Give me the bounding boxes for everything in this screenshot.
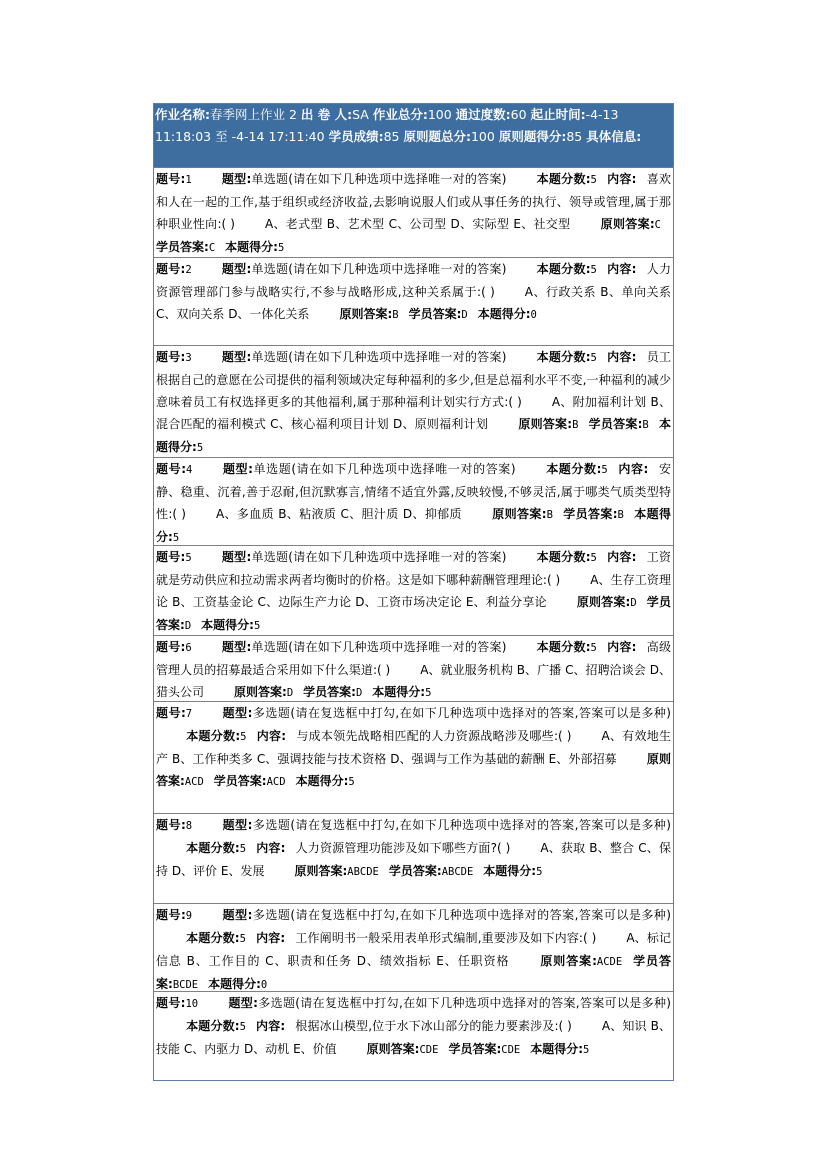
question-score-label: 本题分数: xyxy=(536,262,591,276)
question-row xyxy=(154,458,673,546)
standard-answer-label: 原则答案: xyxy=(294,864,348,878)
question-options: A、行政关系 B、单向关系 C、双向关系 D、一体化关系 xyxy=(156,285,671,321)
question-content-label: 内容: xyxy=(617,462,649,476)
question-row xyxy=(154,814,673,904)
question-got: 5 xyxy=(196,442,204,454)
standard-answer-label: 原则答案: xyxy=(339,307,393,321)
pass-label: 通过度数: xyxy=(455,107,511,122)
question-options: A、标记信息 B、工作目的 C、职责和任务 D、绩效指标 E、任职资格 xyxy=(156,931,671,968)
student-answer-label: 学员答案: xyxy=(588,417,643,431)
question-content: 喜欢和人在一起的工作,基于组织或经济收益,去影响说服人们或从事任务的执行、领导或管理,属于那种职业性向:( ) xyxy=(156,172,671,231)
student-answer: BCDE xyxy=(172,979,199,991)
question-type: 多选题(请在复选框中打勾,在如下几种选项中选择对的答案,答案可以是多种) xyxy=(252,908,671,922)
question-content-label: 内容: xyxy=(606,640,637,654)
standard-answer-label: 原则答案: xyxy=(576,595,631,609)
question-type-label: 题型: xyxy=(222,462,253,476)
assignment-name: 春季网上作业 2 xyxy=(210,107,297,122)
question-options: A、有效地生产 B、工作种类多 C、强调技能与技术资格 D、强调与工作为基础的薪酬 E、外部招募 xyxy=(156,729,671,766)
question-num-label: 题号: xyxy=(156,908,186,922)
question-got-label: 本题得分: xyxy=(208,977,261,991)
question-score: 5 xyxy=(590,264,597,276)
question-score: 5 xyxy=(239,843,247,855)
student-answer-label: 学员答案: xyxy=(303,685,356,699)
question-type: 多选题(请在复选框中打勾,在如下几种选项中选择对的答案,答案可以是多种) xyxy=(257,996,671,1010)
question-got-label: 本题得分: xyxy=(483,864,537,878)
question-type: 单选题(请在如下几种选项中选择唯一对的答案) xyxy=(251,550,507,564)
question-content: 安静、稳重、沉着,善于忍耐,但沉默寡言,情绪不适宜外露,反映较慢,不够灵活,属于哪类气质类型特性:( ) xyxy=(156,462,671,521)
question-row xyxy=(154,546,673,636)
question-score-label: 本题分数: xyxy=(536,172,591,186)
standard-answer: ACD xyxy=(184,776,204,788)
standard-answer: CDE xyxy=(419,1044,439,1056)
question-score: 5 xyxy=(601,464,608,476)
question-options: A、老式型 B、艺术型 C、公司型 D、实际型 E、社交型 xyxy=(264,217,571,231)
question-content-label: 内容: xyxy=(606,350,637,364)
standard-answer-label: 原则答案: xyxy=(518,417,573,431)
question-score: 5 xyxy=(590,642,597,654)
question-content-label: 内容: xyxy=(256,841,286,855)
question-row xyxy=(154,258,673,346)
author-label: 出 卷 人: xyxy=(300,107,353,122)
question-type: 单选题(请在如下几种选项中选择唯一对的答案) xyxy=(251,262,507,276)
question-got: 5 xyxy=(583,1044,590,1056)
student-answer: ABCDE xyxy=(441,866,474,878)
student-answer-label: 学员答案: xyxy=(388,864,442,878)
student-answer-label: 学员答案: xyxy=(562,507,618,521)
question-row xyxy=(154,636,673,702)
student-score-label: 学员成绩: xyxy=(328,128,384,144)
assignment-header xyxy=(154,104,673,168)
question-got: 5 xyxy=(348,776,355,788)
student-answer-label: 学员答案: xyxy=(408,307,462,321)
question-row xyxy=(154,168,673,258)
name-label: 作业名称: xyxy=(155,107,210,122)
question-type-label: 题型: xyxy=(221,640,252,654)
question-got: 5 xyxy=(253,620,261,632)
time-label: 起止时间: xyxy=(530,107,586,122)
question-content: 与成本领先战略相匹配的人力资源战略涉及哪些:( ) xyxy=(296,729,572,743)
question-row xyxy=(154,346,673,458)
question-options: A、获取 B、整合 C、保持 D、评价 E、发展 xyxy=(156,841,671,878)
question-num-label: 题号: xyxy=(156,262,186,276)
standard-got-label: 原则题得分: xyxy=(498,128,567,144)
question-num-label: 题号: xyxy=(156,462,187,476)
question-content: 工作阐明书一般采用表单形式编制,重要涉及如下内容:( ) xyxy=(295,931,597,945)
question-got: 0 xyxy=(530,309,537,321)
question-got-label: 本题得分: xyxy=(372,685,426,699)
question-got: 5 xyxy=(536,866,543,878)
question-got: 5 xyxy=(425,687,432,699)
question-options: A、附加福利计划 B、混合匹配的福利模式 C、核心福利项目计划 D、原则福利计划 xyxy=(156,395,671,431)
time-range: -4-13 11:18:03 至 -4-14 17:11:40 xyxy=(155,107,619,144)
author: SA xyxy=(352,107,369,122)
question-content-label: 内容: xyxy=(255,931,286,945)
total-score: 100 xyxy=(427,107,452,122)
question-type: 单选题(请在如下几种选项中选择唯一对的答案) xyxy=(251,350,507,364)
standard-answer: B xyxy=(546,509,553,521)
student-answer: D xyxy=(461,309,468,321)
question-content-label: 内容: xyxy=(606,262,637,276)
question-content: 高级管理人员的招募最适合采用如下什么渠道:( ) xyxy=(156,640,671,677)
standard-answer-label: 原则答案: xyxy=(366,1042,420,1056)
question-row xyxy=(154,702,673,814)
question-num: 3 xyxy=(185,352,192,364)
question-num-label: 题号: xyxy=(156,172,186,186)
question-num: 6 xyxy=(185,642,192,654)
standard-answer: B xyxy=(572,419,579,431)
question-num: 9 xyxy=(185,910,193,922)
question-num: 5 xyxy=(185,552,192,564)
question-got-label: 本题得分: xyxy=(156,507,671,544)
question-score: 5 xyxy=(240,731,247,743)
question-got-label: 本题得分: xyxy=(156,417,671,454)
question-content: 人力资源管理部门参与战略实行,不参与战略形成,这种关系属于:( ) xyxy=(156,262,671,299)
question-got-label: 本题得分: xyxy=(477,307,531,321)
student-answer-label: 学员答案: xyxy=(156,954,671,991)
question-options: A、知识 B、技能 C、内驱力 D、动机 E、价值 xyxy=(156,1019,671,1056)
student-answer-label: 学员答案: xyxy=(448,1042,502,1056)
standard-answer-label: 原则答案: xyxy=(491,507,547,521)
question-score-label: 本题分数: xyxy=(536,550,591,564)
question-type: 单选题(请在如下几种选项中选择唯一对的答案) xyxy=(252,462,516,476)
question-num: 7 xyxy=(185,708,193,720)
student-answer: D xyxy=(184,620,192,632)
question-type: 单选题(请在如下几种选项中选择唯一对的答案) xyxy=(251,640,507,654)
question-num-label: 题号: xyxy=(156,996,186,1010)
student-answer: D xyxy=(355,687,363,699)
question-type-label: 题型: xyxy=(221,550,252,564)
question-score-label: 本题分数: xyxy=(186,729,241,743)
question-score-label: 本题分数: xyxy=(186,1019,240,1033)
question-got: 5 xyxy=(277,242,285,254)
question-num: 1 xyxy=(185,174,192,186)
standard-answer-label: 原则答案: xyxy=(600,217,655,231)
standard-answer-label: 原则答案: xyxy=(156,752,671,788)
question-content-label: 内容: xyxy=(606,550,637,564)
question-options: A、就业服务机构 B、广播 C、招聘洽谈会 D、猎头公司 xyxy=(156,663,671,699)
standard-answer: B xyxy=(392,309,399,321)
question-got: 0 xyxy=(260,979,268,991)
standard-answer-label: 原则答案: xyxy=(539,954,597,968)
question-content-label: 内容: xyxy=(606,172,637,186)
total-label: 作业总分: xyxy=(372,107,428,122)
student-score: 85 xyxy=(383,128,400,144)
question-options: A、生存工资理论 B、工资基金论 C、边际生产力论 D、工资市场决定论 E、利益分享论 xyxy=(156,573,671,609)
question-num-label: 题号: xyxy=(156,550,186,564)
student-answer-label: 学员答案: xyxy=(156,240,209,254)
question-num: 8 xyxy=(185,820,193,832)
standard-answer: ACDE xyxy=(596,956,623,968)
question-row xyxy=(154,992,673,1080)
question-got-label: 本题得分: xyxy=(201,618,254,632)
question-type-label: 题型: xyxy=(222,706,253,720)
pass-score: 60 xyxy=(510,107,527,122)
question-score-label: 本题分数: xyxy=(186,931,240,945)
question-score: 5 xyxy=(590,174,597,186)
detail-label: 具体信息: xyxy=(586,128,642,144)
question-got: 5 xyxy=(172,532,180,544)
question-num: 10 xyxy=(185,998,199,1010)
standard-answer-label: 原则答案: xyxy=(234,685,287,699)
question-num: 2 xyxy=(185,264,192,276)
question-content: 根据冰山模型,位于水下冰山部分的能力要素涉及:( ) xyxy=(295,1019,572,1033)
question-type: 单选题(请在如下几种选项中选择唯一对的答案) xyxy=(251,172,507,186)
student-answer-label: 学员答案: xyxy=(156,595,671,632)
question-score: 5 xyxy=(590,552,597,564)
student-answer: ACD xyxy=(266,776,286,788)
question-got-label: 本题得分: xyxy=(225,240,278,254)
question-num-label: 题号: xyxy=(156,350,186,364)
question-score-label: 本题分数: xyxy=(536,350,591,364)
standard-answer: ABCDE xyxy=(347,866,379,878)
question-content-label: 内容: xyxy=(255,1019,286,1033)
standard-answer: C xyxy=(654,219,661,231)
question-score: 5 xyxy=(239,1021,246,1033)
question-type-label: 题型: xyxy=(221,350,252,364)
question-list xyxy=(154,168,673,1080)
student-answer: B xyxy=(642,419,649,431)
question-content: 员工根据自己的意愿在公司提供的福利领域决定每种福利的多少,但是总福利水平不变,一种福利的减少意味着员工有权选择更多的其他福利,属于那种福利计划实行方式:( ) xyxy=(156,350,671,409)
question-num-label: 题号: xyxy=(156,640,186,654)
standard-total-label: 原则题总分: xyxy=(403,128,471,144)
question-score-label: 本题分数: xyxy=(536,640,591,654)
student-answer: C xyxy=(208,242,216,254)
standard-answer: D xyxy=(286,687,294,699)
question-type: 多选题(请在复选框中打勾,在如下几种选项中选择对的答案,答案可以是多种) xyxy=(252,818,671,832)
question-content-label: 内容: xyxy=(256,729,287,743)
question-got-label: 本题得分: xyxy=(295,774,349,788)
standard-total: 100 xyxy=(470,128,495,144)
question-type-label: 题型: xyxy=(221,172,252,186)
question-num-label: 题号: xyxy=(156,818,186,832)
question-options: A、多血质 B、粘液质 C、胆汁质 D、抑郁质 xyxy=(215,507,462,521)
question-type-label: 题型: xyxy=(221,262,252,276)
question-score-label: 本题分数: xyxy=(545,462,602,476)
student-answer-label: 学员答案: xyxy=(213,774,267,788)
assignment-result-table xyxy=(153,103,674,1081)
question-type-label: 题型: xyxy=(222,818,253,832)
standard-got: 85 xyxy=(566,128,583,144)
question-score-label: 本题分数: xyxy=(186,841,240,855)
question-content: 人力资源管理功能涉及如下哪些方面?( ) xyxy=(295,841,511,855)
standard-answer: D xyxy=(630,597,637,609)
student-answer: CDE xyxy=(501,1044,521,1056)
question-content: 工资就是劳动供应和拉动需求两者均衡时的价格。这是如下哪种薪酬管理理论:( ) xyxy=(156,550,671,587)
question-type-label: 题型: xyxy=(228,996,258,1010)
question-got-label: 本题得分: xyxy=(530,1042,584,1056)
question-row xyxy=(154,904,673,992)
question-score: 5 xyxy=(590,352,597,364)
question-type: 多选题(请在复选框中打勾,在如下几种选项中选择对的答案,答案可以是多种) xyxy=(252,706,671,720)
question-score: 5 xyxy=(239,933,246,945)
student-answer: B xyxy=(617,509,624,521)
question-num-label: 题号: xyxy=(156,706,186,720)
question-num: 4 xyxy=(186,464,193,476)
question-type-label: 题型: xyxy=(222,908,253,922)
